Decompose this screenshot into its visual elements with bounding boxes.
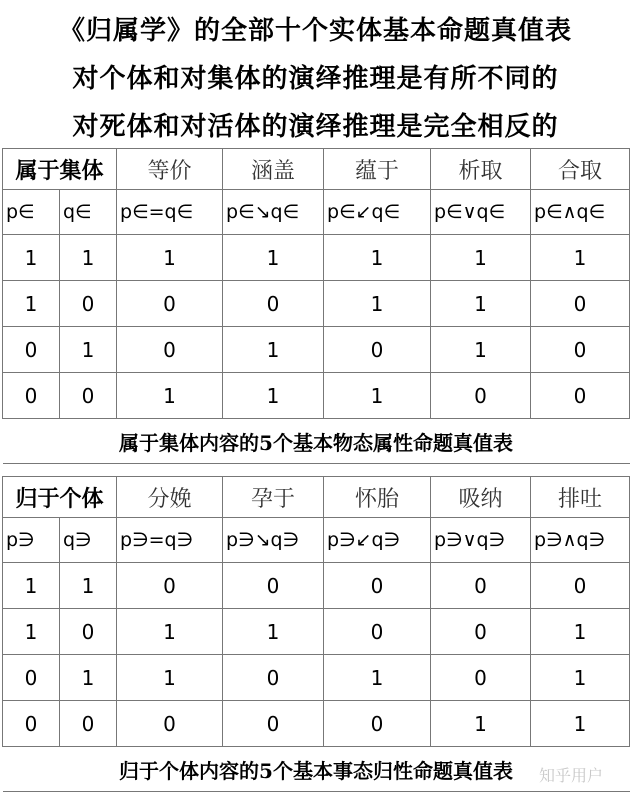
table-symbol-cell: p∈∧q∈ bbox=[531, 190, 630, 235]
table-cell: 1 bbox=[324, 235, 431, 281]
table-cell: 0 bbox=[60, 609, 117, 655]
table-label-row bbox=[3, 149, 630, 190]
table-cell: 1 bbox=[531, 655, 630, 701]
table-cell: 1 bbox=[223, 235, 324, 281]
table-label-cell: 析取 bbox=[431, 149, 531, 190]
table-cell: 0 bbox=[3, 373, 60, 419]
table-row bbox=[3, 281, 630, 327]
table-row bbox=[3, 563, 630, 609]
table-symbol-cell: p∋∧q∋ bbox=[531, 518, 630, 563]
table-row bbox=[3, 609, 630, 655]
table-cell: 0 bbox=[324, 609, 431, 655]
table-cell: 0 bbox=[431, 609, 531, 655]
table-symbol-cell: p∋ bbox=[3, 518, 60, 563]
table-cell: 0 bbox=[3, 327, 60, 373]
table-symbol-cell: p∈↘q∈ bbox=[223, 190, 324, 235]
table-cell: 1 bbox=[531, 609, 630, 655]
table-cell: 0 bbox=[117, 563, 223, 609]
subtitle-heading-2: 对死体和对活体的演绎推理是完全相反的 bbox=[72, 112, 559, 142]
title-heading: 《归属学》的全部十个实体基本命题真值表 bbox=[58, 16, 572, 46]
table-cell: 1 bbox=[431, 327, 531, 373]
table-cell: 0 bbox=[223, 701, 324, 747]
table-symbol-cell: p∋↘q∋ bbox=[223, 518, 324, 563]
table-cell: 1 bbox=[324, 373, 431, 419]
table-cell: 1 bbox=[531, 701, 630, 747]
table-label-cell: 合取 bbox=[531, 149, 630, 190]
table-label-cell: 排吐 bbox=[531, 477, 630, 518]
table-cell: 0 bbox=[531, 327, 630, 373]
table-cell: 1 bbox=[117, 235, 223, 281]
table-cell: 1 bbox=[3, 609, 60, 655]
watermark: 知乎用户 bbox=[538, 766, 603, 785]
table-cell: 1 bbox=[324, 281, 431, 327]
table-row bbox=[3, 701, 630, 747]
table-cell: 0 bbox=[531, 563, 630, 609]
table-cell: 0 bbox=[3, 655, 60, 701]
table-symbol-cell: p∈∨q∈ bbox=[431, 190, 531, 235]
table-cell: 1 bbox=[3, 281, 60, 327]
table-cell: 0 bbox=[223, 655, 324, 701]
table-row bbox=[3, 655, 630, 701]
table-cell: 1 bbox=[60, 235, 117, 281]
table-label-cell: 怀胎 bbox=[324, 477, 431, 518]
table-cell: 1 bbox=[223, 327, 324, 373]
table-cell: 0 bbox=[117, 281, 223, 327]
table-cell: 0 bbox=[531, 281, 630, 327]
table-label-cell: 归于个体 bbox=[3, 477, 117, 518]
table-row bbox=[3, 373, 630, 419]
table-symbol-cell: p∋=q∋ bbox=[117, 518, 223, 563]
table-label-cell: 孕于 bbox=[223, 477, 324, 518]
table-cell: 0 bbox=[223, 563, 324, 609]
truth-table-collective bbox=[2, 148, 630, 464]
table-caption-row bbox=[3, 747, 630, 792]
table-cell: 0 bbox=[324, 701, 431, 747]
table-symbol-cell: q∈ bbox=[60, 190, 117, 235]
table-label-cell: 属于集体 bbox=[3, 149, 117, 190]
table-cell: 1 bbox=[324, 655, 431, 701]
table-cell: 1 bbox=[60, 327, 117, 373]
table-cell: 1 bbox=[60, 563, 117, 609]
subtitle-heading-1: 对个体和对集体的演绎推理是有所不同的 bbox=[72, 64, 559, 94]
table-symbol-row bbox=[3, 518, 630, 563]
table-symbol-cell: q∋ bbox=[60, 518, 117, 563]
table-cell: 0 bbox=[431, 563, 531, 609]
table-row bbox=[3, 235, 630, 281]
table-cell: 1 bbox=[223, 609, 324, 655]
table-cell: 1 bbox=[117, 373, 223, 419]
table-symbol-row bbox=[3, 190, 630, 235]
table-cell: 0 bbox=[117, 327, 223, 373]
table-cell: 0 bbox=[324, 563, 431, 609]
table-cell: 1 bbox=[431, 235, 531, 281]
table-symbol-cell: p∈↙q∈ bbox=[324, 190, 431, 235]
table-row bbox=[3, 327, 630, 373]
table-label-cell: 吸纳 bbox=[431, 477, 531, 518]
table-cell: 0 bbox=[531, 373, 630, 419]
table-cell: 1 bbox=[60, 655, 117, 701]
table-symbol-cell: p∈=q∈ bbox=[117, 190, 223, 235]
table-cell: 1 bbox=[3, 563, 60, 609]
table-symbol-cell: p∋↙q∋ bbox=[324, 518, 431, 563]
table-label-cell: 分娩 bbox=[117, 477, 223, 518]
table-caption-row bbox=[3, 419, 630, 464]
table-cell: 0 bbox=[324, 327, 431, 373]
table-label-cell: 等价 bbox=[117, 149, 223, 190]
truth-table-individual bbox=[2, 476, 630, 792]
table-cell: 0 bbox=[431, 373, 531, 419]
table-cell: 0 bbox=[60, 281, 117, 327]
table-label-row bbox=[3, 477, 630, 518]
table-cell: 1 bbox=[431, 701, 531, 747]
table-cell: 0 bbox=[223, 281, 324, 327]
table-cell: 1 bbox=[117, 609, 223, 655]
table-symbol-cell: p∋∨q∋ bbox=[431, 518, 531, 563]
table-cell: 1 bbox=[3, 235, 60, 281]
table-symbol-cell: p∈ bbox=[3, 190, 60, 235]
table-cell: 0 bbox=[3, 701, 60, 747]
table-cell: 1 bbox=[117, 655, 223, 701]
table-label-cell: 涵盖 bbox=[223, 149, 324, 190]
table-label-cell: 蕴于 bbox=[324, 149, 431, 190]
table-caption: 属于集体内容的5个基本物态属性命题真值表 bbox=[3, 419, 630, 464]
table-cell: 1 bbox=[223, 373, 324, 419]
table-cell: 0 bbox=[431, 655, 531, 701]
table-cell: 0 bbox=[117, 701, 223, 747]
table-cell: 1 bbox=[531, 235, 630, 281]
table-cell: 0 bbox=[60, 701, 117, 747]
table-cell: 1 bbox=[431, 281, 531, 327]
table-caption: 归于个体内容的5个基本事态归性命题真值表 bbox=[3, 747, 630, 792]
table-cell: 0 bbox=[60, 373, 117, 419]
